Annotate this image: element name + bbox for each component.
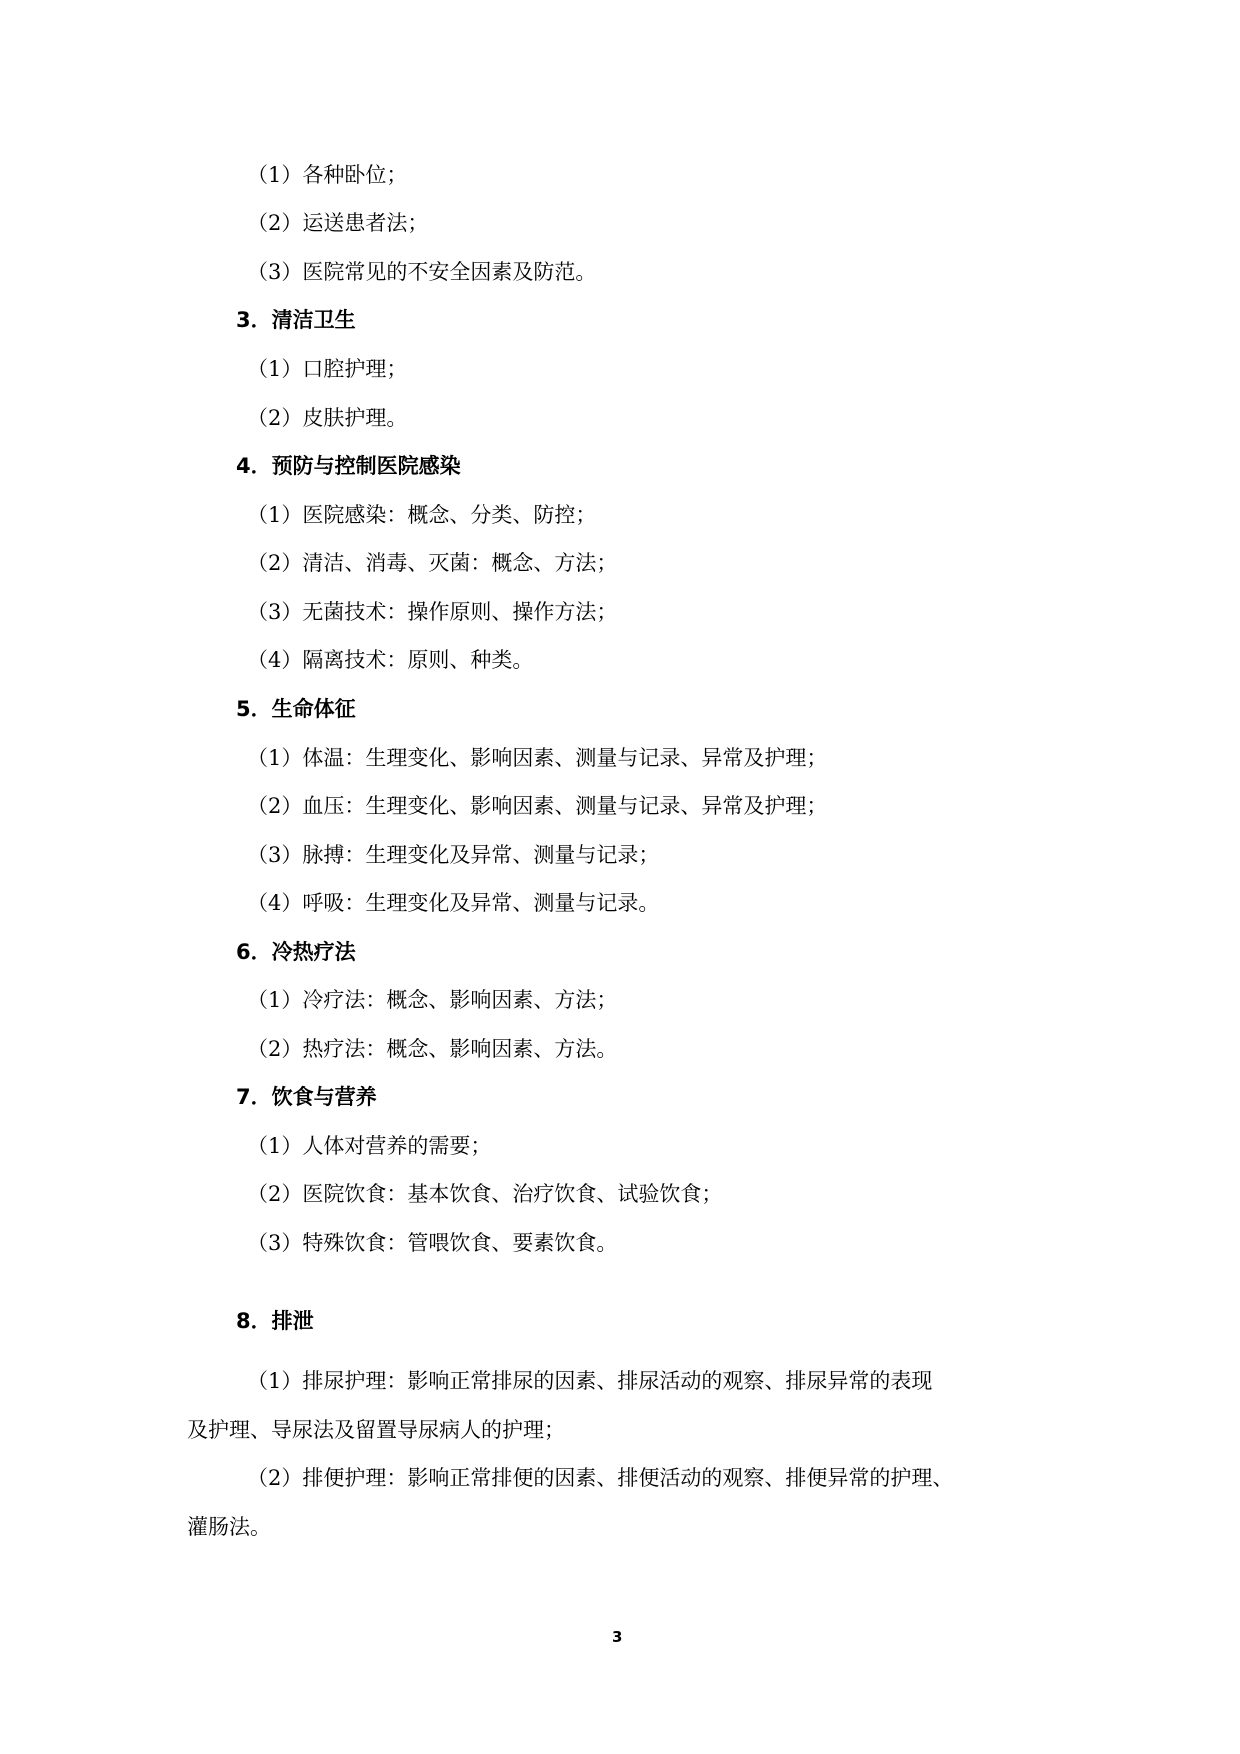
list-item: （1）人体对营养的需要；: [247, 1134, 492, 1158]
list-item: （3）医院常见的不安全因素及防范。: [247, 260, 597, 284]
list-item: （1）医院感染：概念、分类、防控；: [247, 503, 597, 527]
section-heading: 5．生命体征: [236, 697, 356, 721]
list-item: （2）热疗法：概念、影响因素、方法。: [247, 1037, 618, 1061]
list-item: （1）口腔护理；: [247, 357, 408, 381]
paragraph-line: （2）排便护理：影响正常排便的因素、排便活动的观察、排便异常的护理、: [247, 1466, 954, 1490]
list-item: （2）清洁、消毒、灭菌：概念、方法；: [247, 551, 618, 575]
list-item: （2）运送患者法；: [247, 211, 429, 235]
section-heading: 7．饮食与营养: [236, 1085, 377, 1109]
list-item: （3）无菌技术：操作原则、操作方法；: [247, 600, 618, 624]
section-heading: 4．预防与控制医院感染: [236, 454, 461, 478]
list-item: （1）各种卧位；: [247, 163, 408, 187]
paragraph-line: （1）排尿护理：影响正常排尿的因素、排尿活动的观察、排尿异常的表现: [247, 1369, 933, 1393]
list-item: （1）冷疗法：概念、影响因素、方法；: [247, 988, 618, 1012]
list-item: （3）特殊饮食：管喂饮食、要素饮食。: [247, 1231, 618, 1255]
list-item: （1）体温：生理变化、影响因素、测量与记录、异常及护理；: [247, 746, 828, 770]
section-heading: 6．冷热疗法: [236, 940, 356, 964]
page-number: 3: [612, 1628, 623, 1646]
list-item: （3）脉搏：生理变化及异常、测量与记录；: [247, 843, 660, 867]
list-item: （4）呼吸：生理变化及异常、测量与记录。: [247, 891, 660, 915]
list-item: （2）皮肤护理。: [247, 406, 408, 430]
paragraph-line: 灌肠法。: [187, 1515, 271, 1539]
list-item: （2）血压：生理变化、影响因素、测量与记录、异常及护理；: [247, 794, 828, 818]
list-item: （2）医院饮食：基本饮食、治疗饮食、试验饮食；: [247, 1182, 723, 1206]
list-item: （4）隔离技术：原则、种类。: [247, 648, 534, 672]
section-heading: 8．排泄: [236, 1309, 314, 1333]
paragraph-line: 及护理、导尿法及留置导尿病人的护理；: [187, 1418, 565, 1442]
section-heading: 3．清洁卫生: [236, 308, 356, 332]
